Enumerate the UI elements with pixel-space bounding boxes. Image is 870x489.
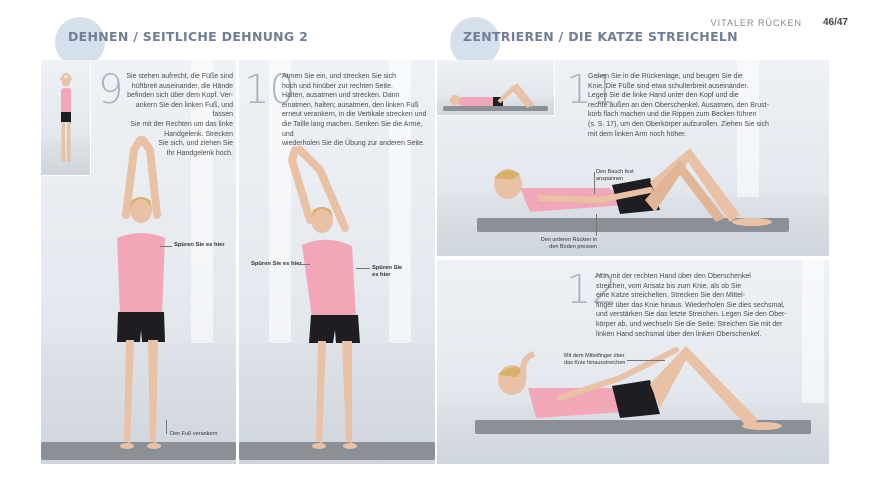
- step-12-text: Nun mit der rechten Hand über den Oberschenkel streichen, vom Ansatz bis zum Knie, als ob Sie eine Katze streichelten. Strecken Sie den Mittel- finger über das Knie hinaus. Wiederholen Sie dies sechsmal, und verstärken Sie das letzte Streichen. Legen Sie den Ober- körper ab, und wechseln Sie die Seite: Streichen Sie mit der linken Hand sechsmal über den linken Oberschenkel.: [596, 273, 787, 338]
- step-11-text: Gehen Sie in die Rückenlage, und beugen Sie die Knie. Die Füße sind etwa schulterbreit auseinander. Legen Sie die linke Hand unter den Kopf und die rechte außen an den Oberschenkel. Ausatmen, den Brust- korb flach machen und die Rippen zum Becken führen (s. S. 17), um den Oberkörper aufzurollen. Ziehen Sie sich mit dem linken Arm noch höher.: [588, 73, 769, 138]
- step-12-number: 12: [566, 267, 617, 313]
- step-10-text: Atmen Sie ein, und strecken Sie sich hoch und hinüber zur rechten Seite. Halten, ausatmen und strecken. Dann einatmen, halten; ausatmen, den linken Fuß erneut verankern, in die Vertikale strecken und die Taille lang machen. Senken Sie die Arme, und wiederholen Sie die Übung zur anderen Seite.: [282, 73, 427, 148]
- page-numbers: 46/47: [822, 17, 848, 28]
- step-10-callout-feel-it-left: Spüren Sie es hier: [251, 261, 302, 267]
- step-9-text: Sie stehen aufrecht, die Füße sind hüftbreit auseinander, die Hände befinden sich über dem Kopf. Ver- ankern Sie den linken Fuß, und fassen Sie mit der Rechten um das linke Handgelenk. Strecken Sie sich, und ziehen Sie Ihr Handgelenk hoch.: [126, 73, 233, 157]
- step-9-callout-anchor-foot: Den Fuß verankern: [170, 431, 218, 437]
- step-12-callout-stroke-knee: Mit dem Mittelfinger über das Knie hinausstreichen: [564, 353, 626, 366]
- step-9-number: 9: [98, 67, 124, 113]
- step-9-callout-feel-it: Spüren Sie es hier: [174, 242, 225, 248]
- right-page-title: ZENTRIEREN / DIE KATZE STREICHELN: [463, 29, 738, 44]
- step-11-callout-press-lower-back: Den unteren Rücken in den Boden pressen: [540, 237, 597, 250]
- section-label: VITALER RÜCKEN: [710, 18, 802, 28]
- step-11-callout-tense-abs: Den Bauch fest anspannen: [596, 169, 634, 182]
- step-11-number: 11: [566, 67, 617, 113]
- left-page-title: DEHNEN / SEITLICHE DEHNUNG 2: [68, 29, 309, 44]
- step-10-callout-feel-it-right: Spüren Sie es hier: [372, 265, 403, 278]
- step-10-number: 10: [244, 67, 295, 113]
